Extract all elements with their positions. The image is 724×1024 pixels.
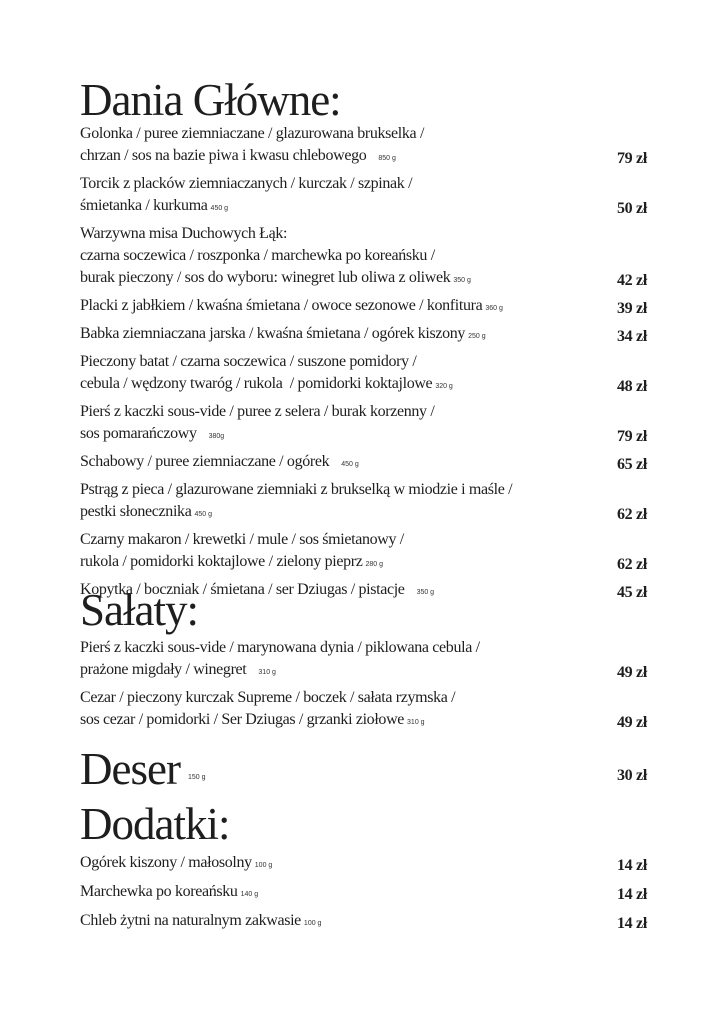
item-text: Babka ziemniaczana jarska / kwaśna śmietana / ogórek kiszony (80, 325, 466, 342)
menu-item (80, 451, 647, 476)
item-line-last (80, 709, 647, 734)
item-text: Marchewka po koreańsku (80, 883, 238, 900)
menu-item (80, 295, 647, 320)
item-text: śmietanka / kurkuma (80, 197, 208, 214)
item-weight: 150 g (188, 774, 206, 781)
item-line-last (80, 910, 647, 935)
item-line: Pierś z kaczki sous-vide / marynowana dynia / piklowana cebula / (80, 639, 480, 656)
menu-item (80, 687, 647, 734)
item-price: 42 zł (616, 272, 647, 289)
item-price: 50 zł (616, 200, 647, 217)
item-line: Czarny makaron / krewetki / mule / sos śmietanowy / (80, 531, 404, 548)
item-text: pestki słonecznika (80, 503, 192, 520)
item-text: Ogórek kiszony / małosolny (80, 854, 252, 871)
item-line: Warzywna misa Duchowych Łąk: (80, 225, 288, 242)
item-text: Placki z jabłkiem / kwaśna śmietana / owoce sezonowe / konfitura (80, 297, 483, 314)
item-line-last (80, 659, 647, 684)
item-line: Torcik z placków ziemniaczanych / kurczak / szpinak / (80, 175, 413, 192)
menu-item (80, 881, 647, 906)
menu-item (80, 323, 647, 348)
section-heading-deser: Deser (80, 744, 180, 794)
menu-item (80, 637, 647, 684)
item-weight: 450 g (210, 205, 229, 212)
item-text: rukola / pomidorki koktajlowe / zielony pieprz (80, 553, 363, 570)
item-line: czarna soczewica / roszponka / marchewka po koreańsku / (80, 247, 435, 264)
item-line-last (80, 373, 647, 398)
item-weight: 280 g (365, 561, 384, 568)
item-text: burak pieczony / sos do wyboru: winegret lub oliwa z oliwek (80, 269, 451, 286)
item-weight: 450 g (341, 461, 359, 468)
item-line: Cezar / pieczony kurczak Supreme / boczek / sałata rzymska / (80, 689, 456, 706)
item-weight: 850 g (378, 155, 396, 162)
item-price: 79 zł (616, 428, 647, 445)
menu-item (80, 852, 647, 877)
menu-item (80, 173, 647, 220)
menu-item (80, 223, 647, 292)
item-weight: 360 g (485, 305, 503, 312)
item-line-last (80, 145, 647, 170)
item-price: 62 zł (616, 506, 647, 523)
item-price: 49 zł (616, 664, 647, 681)
item-weight: 380g (208, 433, 225, 440)
section-heading-dania-glowne: Dania Główne: (80, 75, 341, 125)
menu-item (80, 351, 647, 398)
item-price: 14 zł (616, 886, 647, 903)
section-heading-dodatki: Dodatki: (80, 799, 230, 849)
item-weight: 350 g (453, 277, 471, 284)
item-price: 30 zł (616, 767, 647, 784)
item-line-last (80, 423, 647, 448)
item-weight: 100 g (303, 920, 322, 927)
menu-item (80, 910, 647, 935)
item-text: Chleb żytni na naturalnym zakwasie (80, 912, 301, 929)
menu-item (80, 401, 647, 448)
item-line-last (80, 501, 647, 526)
item-text: sos cezar / pomidorki / Ser Dziugas / grzanki ziołowe (80, 711, 405, 728)
item-weight: 100 g (254, 862, 273, 869)
item-price: 48 zł (616, 378, 647, 395)
item-text: prażone migdały / winegret (80, 661, 247, 678)
section-heading-salaty: Sałaty: (80, 585, 198, 635)
section-dania-glowne (80, 123, 647, 607)
item-weight: 310 g (407, 719, 425, 726)
item-weight: 250 g (468, 333, 486, 340)
item-line-last (80, 267, 647, 292)
item-line: Pierś z kaczki sous-vide / puree z selera / burak korzenny / (80, 403, 435, 420)
item-line-last (80, 881, 647, 906)
item-weight: 140 g (240, 891, 259, 898)
item-weight: 310 g (258, 669, 276, 676)
item-price: 14 zł (616, 857, 647, 874)
item-line-last (80, 195, 647, 220)
item-line: Pstrąg z pieca / glazurowane ziemniaki z brukselką w miodzie i maśle / (80, 481, 513, 498)
item-weight: 320 g (435, 383, 453, 390)
item-weight: 350 g (416, 589, 435, 596)
item-price: 79 zł (616, 150, 647, 167)
item-line: Golonka / puree ziemniaczane / glazurowana brukselka / (80, 125, 425, 142)
item-weight: 450 g (194, 511, 212, 518)
item-price: 65 zł (616, 456, 647, 473)
item-price: 34 zł (616, 328, 647, 345)
item-line-last (80, 323, 647, 348)
section-dodatki (80, 852, 647, 939)
item-text: sos pomarańczowy (80, 425, 197, 442)
item-price: 62 zł (616, 556, 647, 573)
item-price: 39 zł (616, 300, 647, 317)
item-line-last (80, 295, 647, 320)
item-text: cebula / wędzony twaróg / rukola / pomidorki koktajlowe (80, 375, 433, 392)
item-price: 49 zł (616, 714, 647, 731)
section-deser (80, 745, 647, 793)
item-text: Schabowy / puree ziemniaczane / ogórek (80, 453, 330, 470)
item-text: Kopytka / boczniak / śmietana / ser Dziugas / pistacje (80, 581, 405, 598)
item-line-last (80, 551, 647, 576)
item-line-last (80, 451, 647, 476)
section-salaty (80, 637, 647, 737)
item-line-last (80, 852, 647, 877)
item-text: chrzan / sos na bazie piwa i kwasu chlebowego (80, 147, 367, 164)
item-price: 14 zł (616, 915, 647, 932)
item-price: 45 zł (616, 584, 647, 601)
menu-item (80, 529, 647, 576)
item-line: Pieczony batat / czarna soczewica / suszone pomidory / (80, 353, 417, 370)
menu-item (80, 123, 647, 170)
menu-item (80, 479, 647, 526)
